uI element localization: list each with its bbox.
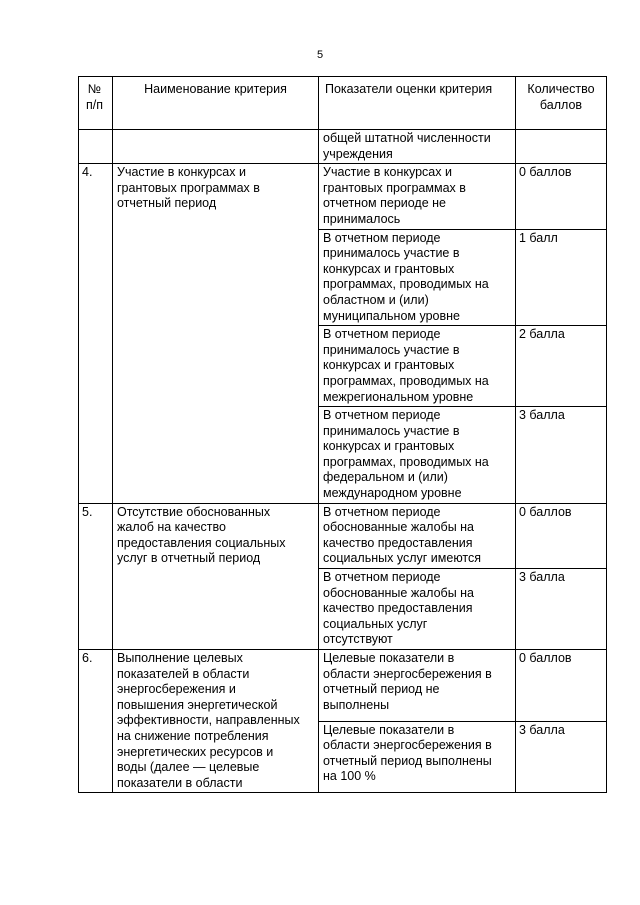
points-cell: 0 баллов bbox=[516, 650, 607, 722]
table-row bbox=[79, 130, 607, 164]
indicator-cell: общей штатной численности учреждения bbox=[319, 130, 516, 164]
indicator-cell: В отчетном периоде обоснованные жалобы на качество предоставления социальных услуг имеются bbox=[319, 503, 516, 568]
indicator-cell: Целевые показатели в области энергосбережения в отчетный период не выполнены bbox=[319, 650, 516, 722]
criterion-number: 6. bbox=[79, 650, 113, 793]
points-cell: 0 баллов bbox=[516, 503, 607, 568]
indicator-cell: В отчетном периоде обоснованные жалобы на качество предоставления социальных услуг отсутствуют bbox=[319, 569, 516, 650]
criterion-number: 5. bbox=[79, 503, 113, 649]
header-number: № п/п bbox=[79, 77, 113, 130]
table-row bbox=[79, 503, 607, 568]
points-cell: 3 балла bbox=[516, 569, 607, 650]
indicator-cell: В отчетном периоде принималось участие в конкурсах и грантовых программах, проводимых на межрегиональном уровне bbox=[319, 326, 516, 407]
empty-cell bbox=[113, 130, 319, 164]
table-row bbox=[79, 650, 607, 722]
points-cell: 1 балл bbox=[516, 229, 607, 326]
indicator-cell: Целевые показатели в области энергосбережения в отчетный период выполнены на 100 % bbox=[319, 721, 516, 793]
points-cell: 0 баллов bbox=[516, 164, 607, 229]
points-cell: 3 балла bbox=[516, 407, 607, 504]
indicator-cell: Участие в конкурсах и грантовых программах в отчетном периоде не принималось bbox=[319, 164, 516, 229]
empty-cell bbox=[79, 130, 113, 164]
header-points: Количество баллов bbox=[516, 77, 607, 130]
indicator-cell: В отчетном периоде принималось участие в конкурсах и грантовых программах, проводимых на федеральном и (или) международном уровне bbox=[319, 407, 516, 504]
criteria-table bbox=[78, 76, 607, 793]
points-cell: 3 балла bbox=[516, 721, 607, 793]
criterion-number: 4. bbox=[79, 164, 113, 503]
header-indicators: Показатели оценки критерия bbox=[319, 77, 516, 130]
criterion-name: Отсутствие обоснованных жалоб на качество предоставления социальных услуг в отчетный период bbox=[113, 503, 319, 649]
criterion-name: Выполнение целевых показателей в области энергосбережения и повышения энергетической эффективности, направленных на снижение потребления энергетических ресурсов и воды (далее — целевые показатели в области bbox=[113, 650, 319, 793]
indicator-cell: В отчетном периоде принималось участие в конкурсах и грантовых программах, проводимых на областном и (или) муниципальном уровне bbox=[319, 229, 516, 326]
table-row bbox=[79, 164, 607, 229]
page-number: 5 bbox=[316, 49, 324, 61]
table-header-row bbox=[79, 77, 607, 130]
empty-cell bbox=[516, 130, 607, 164]
points-cell: 2 балла bbox=[516, 326, 607, 407]
criterion-name: Участие в конкурсах и грантовых программах в отчетный период bbox=[113, 164, 319, 503]
header-criterion-name: Наименование критерия bbox=[113, 77, 319, 130]
